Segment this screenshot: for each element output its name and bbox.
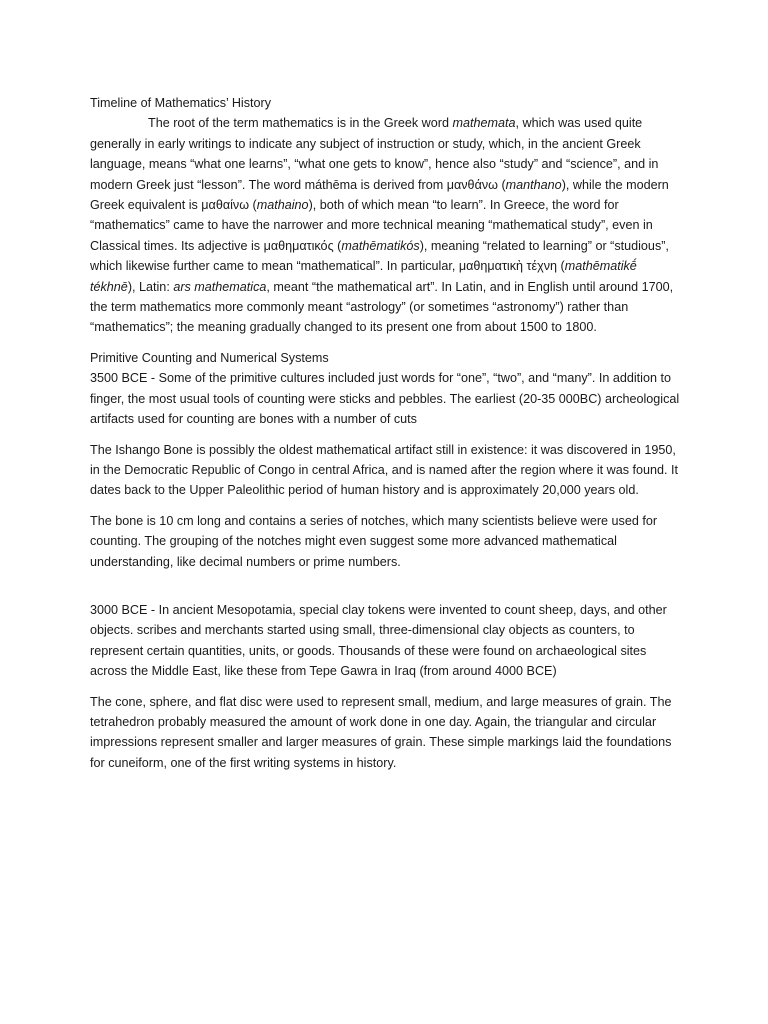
- paragraph-clay-shapes: The cone, sphere, and flat disc were used to represent small, medium, and large measures of grain. The tetrahedron probably measured the amount of work done in one day. Again, the triangular and circular impressions represent smaller and larger measures of grain. These simple markings laid the foundations for cuneiform, one of the first writing systems in history.: [90, 694, 672, 770]
- intro-italic-mathematikos: mathēmatikós: [341, 238, 420, 253]
- intro-text-3: ), while the modern Greek equivalent is μαθαίνω (: [90, 177, 669, 213]
- intro-paragraph: [90, 113, 680, 337]
- document-body: [90, 93, 680, 773]
- intro-text-2: , which was used quite generally in early writings to indicate any subject of instruction or study, which, in the ancient Greek language, means “what one learns”, “what one gets to know”, hence also “study” and “science”, and in modern Greek just “lesson”. The word máthēma is derived from μανθάνω (: [90, 116, 659, 192]
- intro-text-4: ), both of which mean “to learn”. In Greece, the word for “mathematics” came to have the narrower and more technical meaning “mathematical study”, even in Classical times. Its adjective is μαθηματικός (: [90, 198, 653, 253]
- spacer: [90, 338, 680, 348]
- spacer: [90, 682, 680, 692]
- intro-italic-mathemata: mathemata: [452, 116, 516, 131]
- intro-italic-mathaino: mathaino: [256, 198, 309, 213]
- paragraph-3000-bce: 3000 BCE - In ancient Mesopotamia, special clay tokens were invented to count sheep, days, and other objects. scribes and merchants started using small, three-dimensional clay objects as counters, to represent certain quantities, units, or goods. Thousands of these were found on archaeological sites across the Middle East, like these from Tepe Gawra in Iraq (from around 4000 BCE): [90, 602, 667, 679]
- spacer: [90, 430, 680, 440]
- intro-text-7: , meant “the mathematical art”. In Latin, and in English until around 1700, the term mathematics more commonly meant “astrology” (or sometimes “astronomy”) rather than “mathematics”; the meaning gradually changed to its present one from about 1500 to 1800.: [90, 279, 674, 335]
- intro-italic-manthano: manthano: [505, 177, 562, 192]
- intro-text-6: ), Latin:: [127, 279, 174, 294]
- intro-text-1: The root of the term mathematics is in the Greek word: [148, 116, 453, 131]
- document-title: Timeline of Mathematics’ History: [90, 96, 272, 110]
- intro-text-5: ), meaning “related to learning” or “studious”, which likewise further came to mean “mathematical”. In particular, μαθηματικὴ τέχνη (: [90, 238, 669, 274]
- spacer: [90, 572, 680, 600]
- spacer: [90, 501, 680, 511]
- paragraph-bone-notches: The bone is 10 cm long and contains a series of notches, which many scientists believe were used for counting. The grouping of the notches might even suggest some more advanced mathematical understanding, like decimal numbers or prime numbers.: [90, 513, 658, 569]
- paragraph-3500-bce: 3500 BCE - Some of the primitive cultures included just words for “one”, “two”, and “many”. In addition to finger, the most usual tools of counting were sticks and pebbles. The earliest (20-35 000BC) archeological artifacts used for counting are bones with a number of cuts: [90, 371, 680, 427]
- intro-italic-mathematike-tekhne: mathēmatikḗ tékhnē: [90, 259, 637, 294]
- intro-italic-ars-mathematica: ars mathematica: [173, 279, 267, 294]
- section-heading: Primitive Counting and Numerical Systems: [90, 350, 329, 365]
- paragraph-ishango-bone: The Ishango Bone is possibly the oldest mathematical artifact still in existence: it was discovered in 1950, in the Democratic Republic of Congo in central Africa, and is named after the region where it was found. It dates back to the Upper Paleolithic period of human history and is approximately 20,000 years old.: [90, 442, 679, 498]
